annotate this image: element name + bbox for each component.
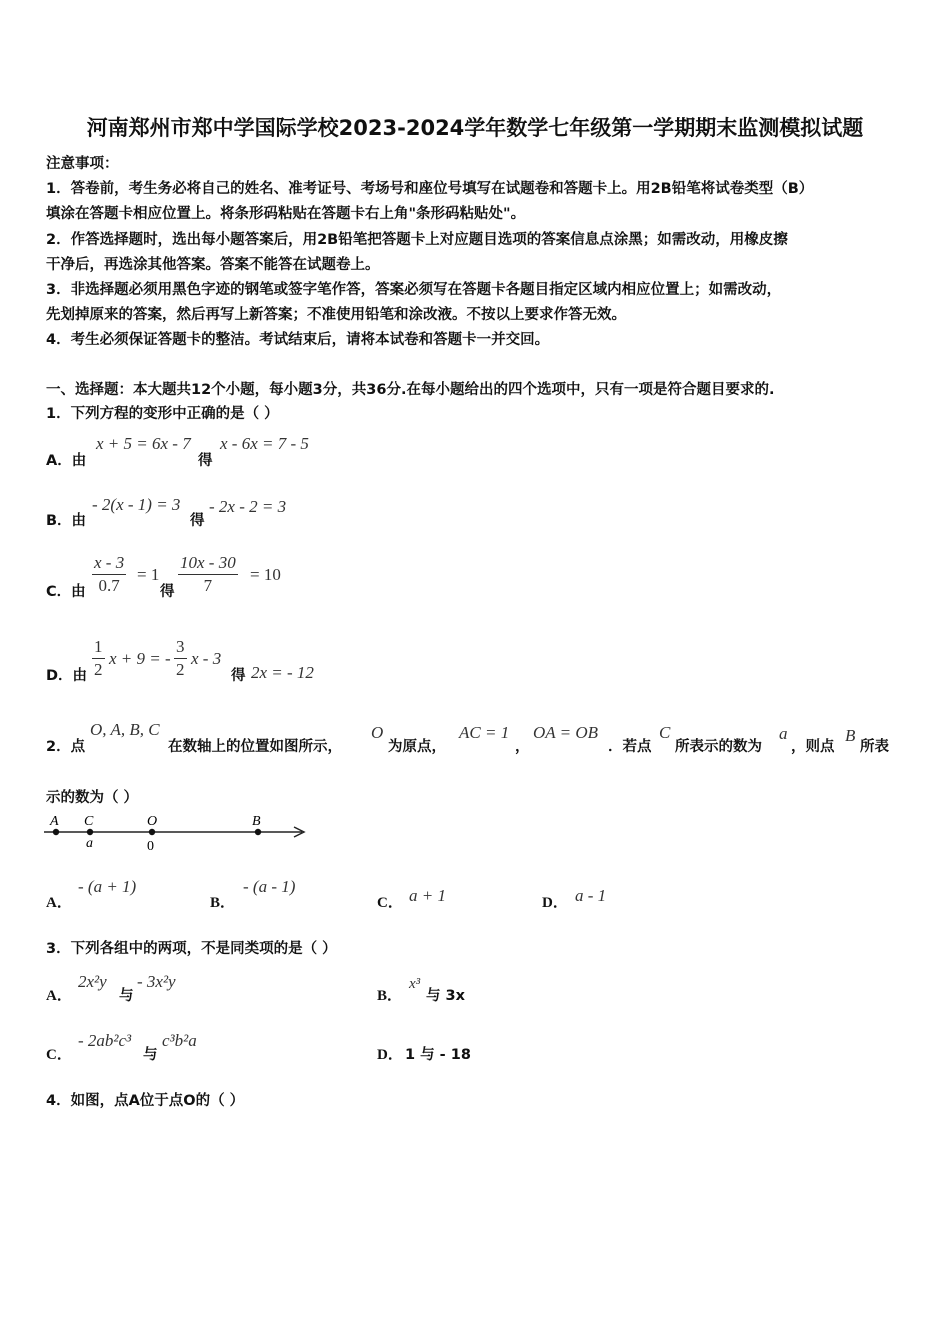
q2-option-d-label: D．: [542, 895, 568, 911]
q3-option-c-yu: 与: [143, 1047, 158, 1063]
q1-option-c-eq2: = 10: [250, 565, 281, 584]
q1-option-d-tail: x - 3: [191, 649, 222, 668]
q1-option-b-math2: - 2x - 2 = 3: [209, 497, 287, 516]
q3-option-b-math: x³: [409, 976, 421, 992]
q2-option-c-value: a + 1: [409, 886, 446, 905]
q2-text-line2: 示的数为（ ）: [46, 790, 139, 806]
q2-text: ，则点: [791, 739, 835, 755]
q1-option-d-fraction1: [92, 636, 105, 681]
q3-option-b-text: 与 3x: [426, 988, 465, 1004]
q3-option-a-yu: 与: [119, 988, 134, 1004]
notice-line: 4．考生必须保证答题卡的整洁。考试结束后，请将本试卷和答题卡一并交回。: [46, 332, 550, 348]
notice-line: 3．非选择题必须用黑色字迹的钢笔或签字笔作答，答案必须写在答题卡各题目指定区域内相应位置上；如需改动，: [46, 282, 782, 298]
fraction-denominator: 2: [94, 660, 103, 679]
q1-option-d-mid: x + 9 = -: [109, 649, 171, 668]
fraction-denominator: 2: [176, 660, 185, 679]
q3-option-a-math2: - 3x²y: [137, 972, 176, 991]
question-1-stem: 1．下列方程的变形中正确的是（ ）: [46, 406, 279, 422]
q2-text: 2．点: [46, 739, 86, 755]
q2-text: 所表: [860, 739, 889, 755]
question-3-stem: 3．下列各组中的两项，不是同类项的是（ ）: [46, 941, 337, 957]
point-b-label: B: [252, 814, 261, 829]
question-4-stem: 4．如图，点A位于点O的（ ）: [46, 1093, 245, 1109]
q1-option-a-label: A．由: [46, 453, 87, 469]
q2-option-b-label: B．: [210, 895, 236, 911]
q2-math: O, A, B, C: [90, 720, 160, 739]
fraction-denominator: 7: [203, 576, 213, 595]
q2-math: a: [779, 724, 788, 743]
point-o-dot: [149, 829, 155, 835]
fraction-numerator: 10x - 30: [178, 552, 238, 575]
q1-option-b-math1: - 2(x - 1) = 3: [92, 495, 181, 514]
page-title: 河南郑州市郑中学国际学校2023-2024学年数学七年级第一学期期末监测模拟试题: [86, 116, 864, 140]
q1-option-d-math2: 2x = - 12: [251, 663, 314, 682]
q2-option-b-value: - (a - 1): [243, 877, 296, 896]
point-a-dot: [53, 829, 59, 835]
q3-option-c-math2: c³b²a: [162, 1031, 197, 1050]
q1-option-c-eq1: = 1: [137, 565, 160, 584]
q2-option-d-value: a - 1: [575, 886, 607, 905]
q2-math: O: [371, 723, 384, 742]
q2-text: 为原点，: [388, 739, 446, 755]
q2-text: ，: [515, 739, 530, 755]
q2-option-a-value: - (a + 1): [78, 877, 137, 896]
q1-option-d-label: D．由: [46, 668, 88, 684]
q1-option-d-de: 得: [231, 668, 246, 684]
fraction-numerator: x - 3: [92, 552, 126, 575]
q2-math: B: [845, 726, 856, 745]
fraction-numerator: 1: [92, 636, 105, 659]
q2-text: 所表示的数为: [675, 739, 762, 755]
q2-option-c-label: C．: [377, 895, 403, 911]
q3-option-a-label: A．: [46, 988, 72, 1004]
notice-line: 填涂在答题卡相应位置上。将条形码粘贴在答题卡右上角"条形码粘贴处"。: [46, 206, 526, 222]
notice-line: 2．作答选择题时，选出每小题答案后，用2B铅笔把答题卡上对应题目选项的答案信息点涂黑；如需改动，用橡皮擦: [46, 232, 788, 248]
notice-line: 先划掉原来的答案，然后再写上新答案；不准使用铅笔和涂改液。不按以上要求作答无效。: [46, 307, 626, 323]
q1-option-c-label: C．由: [46, 584, 86, 600]
q1-option-c-fraction2: [178, 552, 238, 597]
q2-option-a-label: A．: [46, 895, 72, 911]
q1-option-c-fraction1: [92, 552, 126, 597]
point-o-label: O: [147, 814, 158, 829]
fraction-numerator: 3: [174, 636, 187, 659]
q2-text: ．若点: [608, 739, 652, 755]
point-c-value: a: [86, 836, 93, 851]
q1-option-d-fraction2: [174, 636, 187, 681]
q3-option-a-math1: 2x²y: [78, 972, 107, 991]
q2-math: AC = 1: [459, 723, 510, 742]
q3-option-c-math1: - 2ab²c³: [78, 1031, 132, 1050]
q2-math: C: [659, 723, 671, 742]
notice-line: 干净后，再选涂其他答案。答案不能答在试题卷上。: [46, 257, 380, 273]
q3-option-d-label: D．: [377, 1047, 403, 1063]
q3-option-c-label: C．: [46, 1047, 72, 1063]
notice-heading: 注意事项：: [46, 156, 119, 172]
q1-option-c-de: 得: [160, 584, 175, 600]
q1-option-b-label: B．由: [46, 513, 87, 529]
number-line-figure: [40, 812, 310, 856]
q1-option-b-de: 得: [190, 513, 205, 529]
point-b-dot: [255, 829, 261, 835]
point-a-label: A: [50, 814, 59, 829]
q2-text: 在数轴上的位置如图所示，: [168, 739, 342, 755]
section-heading: 一、选择题：本大题共12个小题，每小题3分，共36分.在每小题给出的四个选项中，只有一项是符合题目要求的.: [46, 382, 775, 398]
point-o-value: 0: [147, 839, 154, 854]
q2-math: OA = OB: [533, 723, 598, 742]
q3-option-b-label: B．: [377, 988, 403, 1004]
q3-option-d-text: 1 与 - 18: [405, 1047, 471, 1063]
q1-option-a-de: 得: [198, 453, 213, 469]
q1-option-a-math2: x - 6x = 7 - 5: [220, 434, 309, 453]
point-c-dot: [87, 829, 93, 835]
notice-line: 1．答卷前，考生务必将自己的姓名、准考证号、考场号和座位号填写在试题卷和答题卡上。用2B铅笔将试卷类型（B）: [46, 181, 814, 197]
fraction-denominator: 0.7: [98, 576, 120, 595]
point-c-label: C: [84, 814, 94, 829]
q1-option-a-math1: x + 5 = 6x - 7: [96, 434, 191, 453]
